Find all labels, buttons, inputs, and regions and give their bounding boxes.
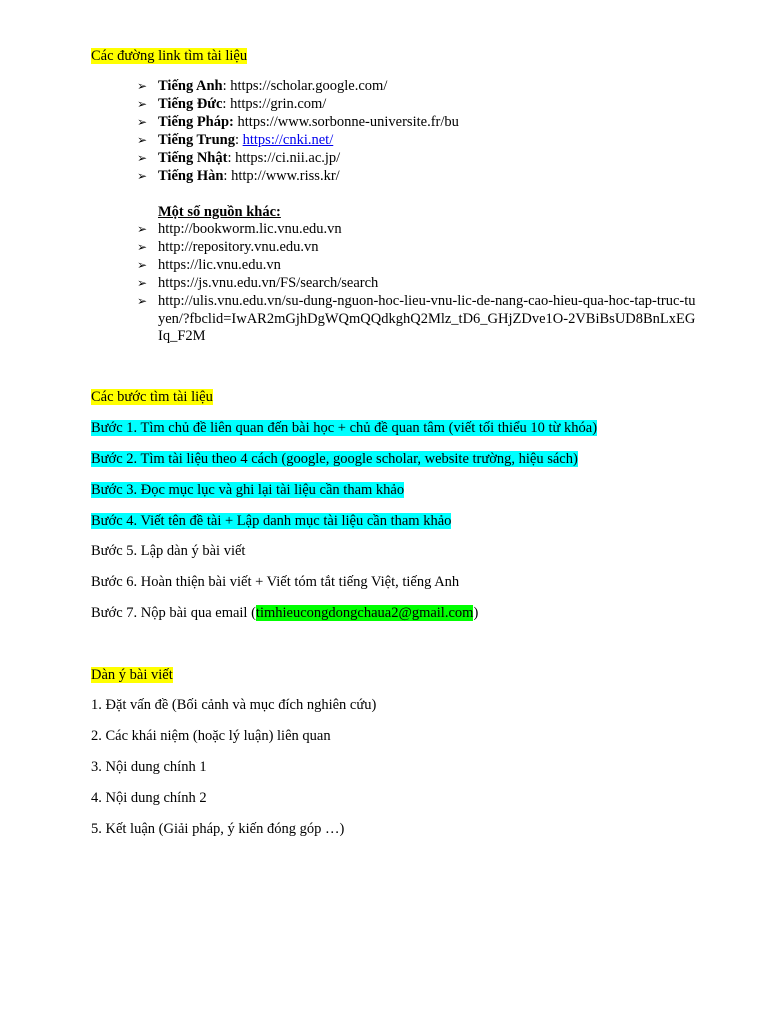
step-item (91, 605, 478, 622)
step-text: Bước 7. Nộp bài qua email ( (91, 605, 256, 621)
arrow-bullet-icon: ➢ (137, 133, 148, 147)
outline-item: 4. Nội dung chính 2 (91, 790, 207, 806)
step-item (91, 420, 597, 437)
separator: : (227, 150, 236, 166)
links-heading-text: Các đường link tìm tài liệu (91, 48, 248, 64)
arrow-bullet-icon: ➢ (137, 294, 148, 308)
step-text: Bước 5. Lập dàn ý bài viết (91, 543, 246, 559)
step-text-suffix: ) (473, 605, 479, 621)
email-address[interactable]: timhieucongdongchaua2@gmail.com (255, 605, 474, 621)
steps-heading (91, 389, 213, 406)
step-item (91, 451, 578, 468)
language-label: Tiếng Đức (158, 96, 223, 112)
link-url[interactable]: https://grin.com/ (230, 96, 327, 112)
outline-heading-text: Dàn ý bài viết (91, 667, 173, 683)
arrow-bullet-icon: ➢ (137, 97, 148, 111)
language-label: Tiếng Pháp: (158, 114, 234, 130)
other-sources-heading: Một số nguồn khác: (158, 204, 281, 220)
step-text: Bước 4. Viết tên đề tài + Lập danh mục tài liệu cần tham khảo (91, 513, 452, 529)
step-item (91, 482, 404, 499)
link-url[interactable]: https://scholar.google.com/ (230, 78, 388, 94)
link-url[interactable]: http://repository.vnu.edu.vn (158, 239, 319, 255)
outline-heading (91, 667, 173, 684)
step-item (91, 543, 245, 560)
arrow-bullet-icon: ➢ (137, 169, 148, 183)
arrow-bullet-icon: ➢ (137, 79, 148, 93)
language-label: Tiếng Trung (158, 132, 235, 148)
link-url[interactable]: http://ulis.vnu.edu.vn/su-dung-nguon-hoc-lieu-vnu-lic-de-nang-cao-hieu-qua-hoc-tap-truc-tuyen/?fbclid=IwAR2mGjhDgWQmQQdkghQ2Mlz_tD6_GHjZDve1O-2VBiBsUD8BnLxEGIq_F2M (158, 293, 696, 344)
step-text: Bước 1. Tìm chủ đề liên quan đến bài học + chủ đề quan tâm (viết tối thiểu 10 từ khóa) (91, 420, 598, 436)
links-heading (91, 48, 247, 65)
separator: : (234, 132, 243, 148)
arrow-bullet-icon: ➢ (137, 115, 148, 129)
language-label: Tiếng Anh (158, 78, 223, 94)
link-url[interactable]: https://lic.vnu.edu.vn (158, 257, 281, 273)
step-item (91, 574, 459, 591)
link-url[interactable]: http://www.riss.kr/ (231, 168, 340, 184)
arrow-bullet-icon: ➢ (137, 240, 148, 254)
step-text: Bước 2. Tìm tài liệu theo 4 cách (google, google scholar, website trường, hiệu sách) (91, 451, 578, 467)
link-url[interactable]: https://www.sorbonne-universite.fr/bu (237, 114, 459, 130)
arrow-bullet-icon: ➢ (137, 151, 148, 165)
cnki-hyperlink[interactable]: https://cnki.net/ (242, 132, 334, 148)
link-url[interactable]: https://ci.nii.ac.jp/ (235, 150, 341, 166)
language-label: Tiếng Nhật (158, 150, 228, 166)
arrow-bullet-icon: ➢ (137, 258, 148, 272)
separator: : (222, 78, 231, 94)
step-text: Bước 3. Đọc mục lục và ghi lại tài liệu cần tham khảo (91, 482, 405, 498)
steps-heading-text: Các bước tìm tài liệu (91, 389, 213, 405)
outline-item: 1. Đặt vấn đề (Bối cảnh và mục đích nghiên cứu) (91, 697, 377, 713)
separator: : (223, 168, 232, 184)
link-url[interactable]: http://bookworm.lic.vnu.edu.vn (158, 221, 342, 237)
link-url[interactable]: https://js.vnu.edu.vn/FS/search/search (158, 275, 379, 291)
language-label: Tiếng Hàn (158, 168, 224, 184)
step-item (91, 513, 451, 530)
outline-item: 3. Nội dung chính 1 (91, 759, 207, 775)
outline-item: 2. Các khái niệm (hoặc lý luận) liên quan (91, 728, 331, 744)
separator: : (222, 96, 231, 112)
arrow-bullet-icon: ➢ (137, 276, 148, 290)
outline-item: 5. Kết luận (Giải pháp, ý kiến đóng góp …) (91, 821, 345, 837)
step-text: Bước 6. Hoàn thiện bài viết + Viết tóm tắt tiếng Việt, tiếng Anh (91, 574, 460, 590)
arrow-bullet-icon: ➢ (137, 222, 148, 236)
